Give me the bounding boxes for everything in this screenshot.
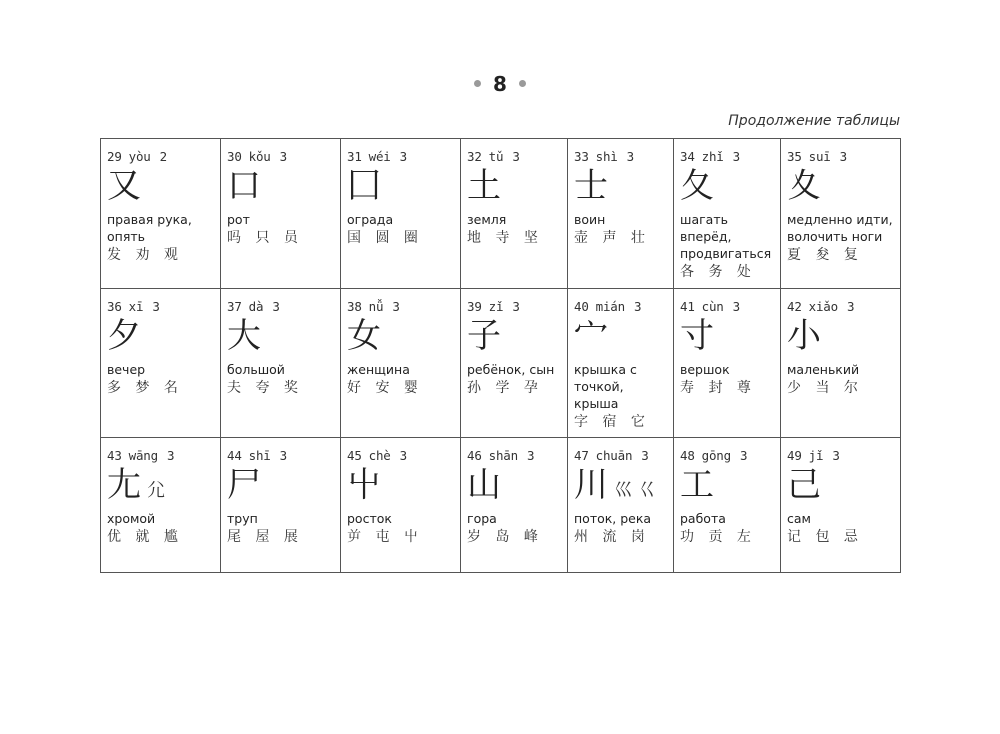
example-characters: 好 安 婴 <box>347 380 423 396</box>
radical-number: 32 <box>467 149 482 164</box>
radical-cell-content <box>347 299 458 435</box>
radical-cell <box>221 438 341 573</box>
radical-cell <box>461 289 568 438</box>
radical-number: 31 <box>347 149 362 164</box>
example-characters: 吗 只 员 <box>227 230 303 246</box>
radical-meaning-block <box>227 510 338 547</box>
example-characters: 地 寺 坚 <box>467 230 543 246</box>
example-characters: 多 梦 名 <box>107 380 183 396</box>
radical-header <box>227 149 338 164</box>
radical-character: 囗 <box>347 166 381 206</box>
radical-character: 山 <box>467 465 501 505</box>
radical-cell <box>781 139 901 289</box>
radical-header <box>680 149 778 164</box>
radical-glyph-row <box>107 465 218 505</box>
stroke-count: 3 <box>732 299 740 314</box>
radical-meaning-block <box>467 510 565 547</box>
radical-header <box>347 149 458 164</box>
radical-glyph-row <box>787 465 898 505</box>
bullet-dot-left <box>474 80 481 87</box>
radical-meaning: воин <box>574 212 606 227</box>
radical-glyph-row <box>680 316 778 356</box>
radical-header <box>107 448 218 463</box>
radical-cell-content <box>107 299 218 435</box>
radical-cell <box>674 289 781 438</box>
radical-meaning: вершок <box>680 362 730 377</box>
radical-meaning-block <box>107 211 218 265</box>
radical-variant: 尣 <box>147 480 165 501</box>
radical-glyph-row <box>467 166 565 206</box>
radical-pinyin: wéi <box>368 149 391 164</box>
example-characters: 壶 声 壮 <box>574 230 650 246</box>
radical-character: 尸 <box>227 465 261 505</box>
radical-cell <box>568 139 674 289</box>
radical-meaning-block <box>467 211 565 248</box>
radical-cell-content <box>107 149 218 286</box>
radical-cell-content <box>227 149 338 286</box>
radical-number: 29 <box>107 149 122 164</box>
radical-glyph-row <box>574 166 671 206</box>
radical-cell-content <box>680 299 778 435</box>
radical-meaning-block <box>107 361 218 398</box>
bullet-dot-right <box>519 80 526 87</box>
radical-header <box>107 299 218 314</box>
radical-cell-content <box>787 299 898 435</box>
radical-header <box>227 448 338 463</box>
radical-number: 47 <box>574 448 589 463</box>
radical-number: 41 <box>680 299 695 314</box>
stroke-count: 3 <box>739 448 748 463</box>
radical-pinyin: xiǎo <box>808 299 838 314</box>
stroke-count: 3 <box>641 448 649 463</box>
example-characters: 各 务 处 <box>680 264 756 280</box>
example-characters: 岁 岛 峰 <box>467 529 543 545</box>
radical-meaning-block <box>787 510 898 547</box>
example-characters: 夏 夋 复 <box>787 247 863 263</box>
page-number: 8 <box>493 72 507 96</box>
radical-pinyin: shān <box>488 448 518 463</box>
radical-number: 34 <box>680 149 695 164</box>
radical-character: 寸 <box>680 316 714 356</box>
radical-meaning: большой <box>227 362 285 377</box>
radical-meaning-block <box>347 211 458 248</box>
radical-header <box>680 299 778 314</box>
radical-character: 夕 <box>107 316 141 356</box>
radical-number: 35 <box>787 149 802 164</box>
radical-cell <box>341 289 461 438</box>
radical-meaning-block <box>680 510 778 547</box>
radical-header <box>574 149 671 164</box>
radical-pinyin: zǐ <box>488 299 504 314</box>
example-characters: 孙 学 孕 <box>467 380 543 396</box>
radical-cell-content <box>347 149 458 286</box>
stroke-count: 3 <box>392 299 400 314</box>
radical-glyph-row <box>107 316 218 356</box>
radical-meaning-block <box>227 361 338 398</box>
radical-cell <box>221 289 341 438</box>
radical-meaning: вечер <box>107 362 146 377</box>
radical-cell-content <box>467 448 565 570</box>
radical-meaning-block <box>467 361 565 398</box>
radical-glyph-row <box>787 316 898 356</box>
radical-cell <box>101 438 221 573</box>
radicals-table <box>100 138 901 573</box>
radical-cell-content <box>107 448 218 570</box>
radical-number: 46 <box>467 448 482 463</box>
radical-number: 30 <box>227 149 242 164</box>
radical-character: 夂 <box>680 166 714 206</box>
radical-meaning-block <box>787 211 898 265</box>
radicals-table-body <box>101 139 901 573</box>
radical-character: 又 <box>107 166 141 206</box>
radical-header <box>467 149 565 164</box>
table-row <box>101 289 901 438</box>
example-characters: 屰 屯 屮 <box>347 529 423 545</box>
radical-meaning-block <box>574 361 671 432</box>
radical-pinyin: nǚ <box>368 299 384 314</box>
radical-glyph-row <box>347 465 458 505</box>
example-characters: 功 贡 左 <box>680 529 756 545</box>
radical-cell-content <box>574 448 671 570</box>
radical-character: 子 <box>467 316 501 356</box>
radical-meaning: ребёнок, сын <box>467 362 555 377</box>
radical-pinyin: jǐ <box>808 448 824 463</box>
radical-meaning: ограда <box>347 212 394 227</box>
radical-cell-content <box>467 149 565 286</box>
radical-glyph-row <box>347 316 458 356</box>
stroke-count: 3 <box>633 299 642 314</box>
radical-cell-content <box>787 149 898 286</box>
example-characters: 记 包 忌 <box>787 529 863 545</box>
stroke-count: 3 <box>152 299 160 314</box>
radical-meaning: поток, река <box>574 511 652 526</box>
stroke-count: 3 <box>839 149 847 164</box>
radical-header <box>467 448 565 463</box>
radical-header <box>227 299 338 314</box>
radical-glyph-row <box>574 465 671 505</box>
stroke-count: 2 <box>159 149 167 164</box>
stroke-count: 3 <box>399 149 407 164</box>
radical-character: 尢 <box>107 465 141 505</box>
radical-number: 44 <box>227 448 242 463</box>
radical-glyph-row <box>680 166 778 206</box>
radical-number: 49 <box>787 448 802 463</box>
radical-cell <box>461 139 568 289</box>
radical-pinyin: cùn <box>701 299 724 314</box>
example-characters: 寿 封 尊 <box>680 380 756 396</box>
radical-pinyin: tǔ <box>488 149 504 164</box>
radical-meaning-block <box>680 361 778 398</box>
radical-cell <box>101 289 221 438</box>
radical-pinyin: chè <box>368 448 391 463</box>
radical-cell-content <box>574 299 671 435</box>
radical-meaning: правая рука, опять <box>107 212 192 244</box>
example-characters: 国 圆 圈 <box>347 230 423 246</box>
radical-meaning-block <box>347 361 458 398</box>
radical-meaning: труп <box>227 511 258 526</box>
radical-glyph-row <box>680 465 778 505</box>
example-characters: 优 就 尴 <box>107 529 183 545</box>
radical-pinyin: chuān <box>595 448 633 463</box>
radical-character: 己 <box>787 465 821 505</box>
radical-meaning: рот <box>227 212 250 227</box>
radical-meaning: росток <box>347 511 392 526</box>
example-characters: 尾 屋 展 <box>227 529 303 545</box>
stroke-count: 3 <box>732 149 740 164</box>
radical-header <box>467 299 565 314</box>
radical-character: 工 <box>680 465 714 505</box>
stroke-count: 3 <box>626 149 634 164</box>
stroke-count: 3 <box>846 299 855 314</box>
radical-meaning-block <box>787 361 898 398</box>
radical-character: 大 <box>227 316 261 356</box>
radical-number: 48 <box>680 448 695 463</box>
stroke-count: 3 <box>166 448 175 463</box>
radical-cell <box>568 289 674 438</box>
stroke-count: 3 <box>832 448 840 463</box>
radical-pinyin: yòu <box>128 149 151 164</box>
radical-character: 口 <box>227 166 261 206</box>
radical-meaning: хромой <box>107 511 156 526</box>
stroke-count: 3 <box>279 149 287 164</box>
radical-pinyin: kǒu <box>248 149 271 164</box>
page-number-header <box>0 72 1000 96</box>
table-row <box>101 139 901 289</box>
radical-header <box>574 299 671 314</box>
example-characters: 少 当 尔 <box>787 380 863 396</box>
radical-cell <box>674 438 781 573</box>
radical-pinyin: shī <box>248 448 271 463</box>
example-characters: 字 宿 它 <box>574 414 650 430</box>
stroke-count: 3 <box>399 448 407 463</box>
radical-glyph-row <box>467 465 565 505</box>
radical-number: 38 <box>347 299 362 314</box>
radical-glyph-row <box>227 166 338 206</box>
radical-cell <box>341 139 461 289</box>
radical-header <box>347 448 458 463</box>
radical-header <box>680 448 778 463</box>
radical-number: 40 <box>574 299 589 314</box>
stroke-count: 3 <box>512 299 520 314</box>
radical-pinyin: shì <box>595 149 618 164</box>
radical-cell <box>781 289 901 438</box>
stroke-count: 3 <box>279 448 287 463</box>
radical-meaning: сам <box>787 511 811 526</box>
radical-number: 43 <box>107 448 122 463</box>
radical-header <box>787 299 898 314</box>
radical-meaning: гора <box>467 511 497 526</box>
radical-character: 屮 <box>347 465 381 505</box>
radical-character: 土 <box>467 166 501 206</box>
radical-character: 宀 <box>574 316 608 356</box>
radical-meaning: женщина <box>347 362 410 377</box>
radical-meaning-block <box>574 510 671 547</box>
radical-glyph-row <box>107 166 218 206</box>
radical-pinyin: zhǐ <box>701 149 724 164</box>
radical-character: 小 <box>787 316 821 356</box>
radical-pinyin: suī <box>808 149 831 164</box>
radical-character: 女 <box>347 316 381 356</box>
radical-meaning-block <box>347 510 458 547</box>
radical-cell-content <box>467 299 565 435</box>
radical-cell <box>674 139 781 289</box>
radical-header <box>107 149 218 164</box>
radical-pinyin: wāng <box>128 448 158 463</box>
radical-number: 33 <box>574 149 589 164</box>
radical-cell-content <box>680 149 778 286</box>
radical-number: 45 <box>347 448 362 463</box>
radical-cell <box>461 438 568 573</box>
radical-pinyin: gōng <box>701 448 731 463</box>
radical-cell-content <box>680 448 778 570</box>
stroke-count: 3 <box>272 299 280 314</box>
radical-meaning: земля <box>467 212 507 227</box>
radical-character: 川 <box>574 465 608 505</box>
radical-cell <box>568 438 674 573</box>
radical-cell-content <box>227 299 338 435</box>
stroke-count: 3 <box>512 149 520 164</box>
radical-glyph-row <box>227 316 338 356</box>
stroke-count: 3 <box>526 448 535 463</box>
radical-character: 夊 <box>787 166 821 206</box>
radical-meaning: медленно идти, волочить ноги <box>787 212 893 244</box>
radical-glyph-row <box>787 166 898 206</box>
radical-meaning: шагать вперёд, продвигаться <box>680 212 772 261</box>
radical-meaning: работа <box>680 511 726 526</box>
example-characters: 夫 夸 奖 <box>227 380 303 396</box>
radical-glyph-row <box>227 465 338 505</box>
radical-glyph-row <box>347 166 458 206</box>
radical-variant: 巛 巜 <box>614 480 656 501</box>
radical-header <box>574 448 671 463</box>
radical-glyph-row <box>467 316 565 356</box>
radical-number: 42 <box>787 299 802 314</box>
radical-header <box>347 299 458 314</box>
radical-cell <box>341 438 461 573</box>
radical-cell <box>221 139 341 289</box>
radical-character: 士 <box>574 166 608 206</box>
radical-meaning-block <box>680 211 778 282</box>
table-caption: Продолжение таблицы <box>728 113 900 129</box>
example-characters: 州 流 岗 <box>574 529 650 545</box>
table-row <box>101 438 901 573</box>
radical-glyph-row <box>574 316 671 356</box>
radical-header <box>787 448 898 463</box>
radical-meaning-block <box>574 211 671 248</box>
radical-cell-content <box>227 448 338 570</box>
radical-meaning-block <box>107 510 218 547</box>
radical-cell <box>101 139 221 289</box>
radical-cell <box>781 438 901 573</box>
radical-meaning: маленький <box>787 362 860 377</box>
radical-meaning-block <box>227 211 338 248</box>
radical-cell-content <box>787 448 898 570</box>
radical-number: 37 <box>227 299 242 314</box>
radical-number: 39 <box>467 299 482 314</box>
radical-meaning: крышка с точкой, крыша <box>574 362 637 411</box>
radical-pinyin: mián <box>595 299 625 314</box>
radical-cell-content <box>574 149 671 286</box>
radical-number: 36 <box>107 299 122 314</box>
example-characters: 发 劝 观 <box>107 247 183 263</box>
radical-pinyin: dà <box>248 299 264 314</box>
radical-header <box>787 149 898 164</box>
radical-pinyin: xī <box>128 299 144 314</box>
radical-cell-content <box>347 448 458 570</box>
